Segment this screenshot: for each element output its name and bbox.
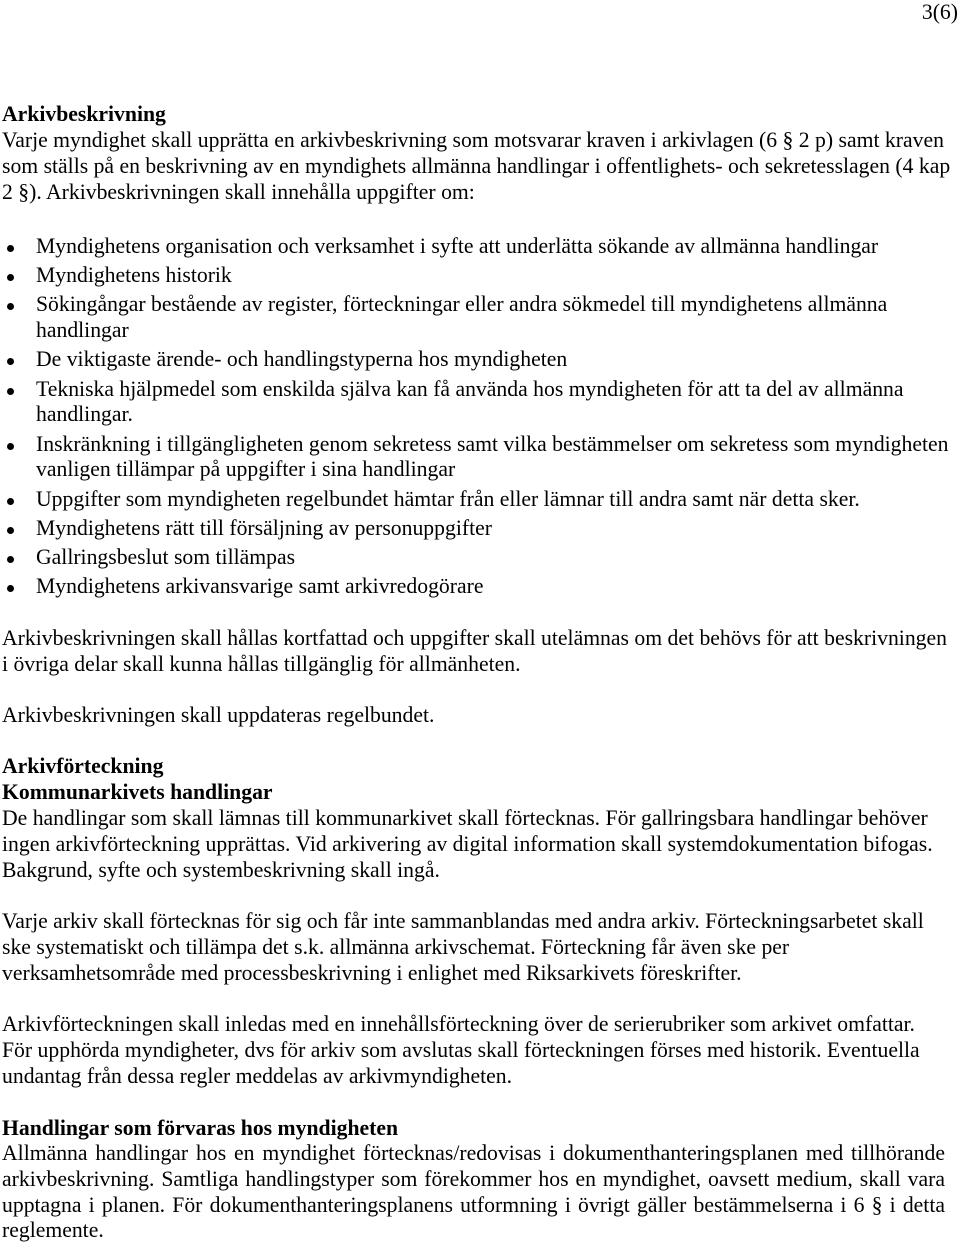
list-item xyxy=(0,377,958,429)
paragraph-line: reglemente. xyxy=(2,1218,104,1243)
list-item-line: Myndighetens historik xyxy=(36,263,232,288)
intro-paragraph xyxy=(2,128,958,205)
list-item-line: De viktigaste ärende- och handlingstyperna hos myndigheten xyxy=(36,347,568,372)
paragraph-line: Arkivförteckningen skall inledas med en innehållsförteckning över de serierubriker som arkivet omfattar. xyxy=(2,1012,915,1036)
paragraph-line: För upphörda myndigheter, dvs för arkiv som avslutas skall förteckningen förses med historik. Eventuella xyxy=(2,1037,920,1062)
body-paragraph xyxy=(2,1141,958,1244)
list-item xyxy=(0,432,958,484)
body-paragraph xyxy=(2,806,958,883)
list-item xyxy=(0,263,958,289)
body-paragraph xyxy=(2,703,958,729)
list-item-line: Gallringsbeslut som tillämpas xyxy=(36,544,296,569)
section-heading: Arkivförteckning xyxy=(2,754,164,778)
paragraph-line: arkivbeskrivning. Samtliga handlingstyper som förekommer hos en myndighet, oavsett medium, skall vara xyxy=(2,1166,945,1191)
bullet-icon xyxy=(7,358,14,365)
paragraph-line: undantag från dessa regler meddelas av arkivmyndigheten. xyxy=(2,1063,513,1088)
list-item-line: handlingar xyxy=(36,318,129,343)
list-item xyxy=(0,545,958,571)
paragraph-line: Arkivbeskrivningen skall uppdateras regelbundet. xyxy=(2,703,435,727)
list-item xyxy=(0,292,958,344)
paragraph-line: verksamhetsområde med processbeskrivning i enlighet med Riksarkivets föreskrifter. xyxy=(2,960,742,985)
paragraph-line: ingen arkivförteckning upprättas. Vid arkivering av digital information skall systemdokumentation bifogas. xyxy=(2,831,933,856)
paragraph-line: Allmänna handlingar hos en myndighet förtecknas/redovisas i dokumenthanteringsplanen med tillhörande xyxy=(2,1141,945,1165)
bullet-icon xyxy=(7,303,14,310)
list-item-line: Sökingångar bestående av register, förteckningar eller andra sökmedel till myndighetens allmänna xyxy=(36,292,888,317)
paragraph-line: i övriga delar skall kunna hållas tillgänglig för allmänheten. xyxy=(2,651,521,676)
list-item-line: Myndighetens rätt till försäljning av personuppgifter xyxy=(36,515,492,540)
list-item xyxy=(0,487,958,513)
paragraph-line: Varje arkiv skall förtecknas för sig och får inte sammanblandas med andra arkiv. Förteckningsarbetet skall xyxy=(2,909,924,933)
section-subheading: Kommunarkivets handlingar xyxy=(2,780,273,804)
list-item xyxy=(0,516,958,542)
list-item xyxy=(0,574,958,600)
list-item-line: Inskränkning i tillgängligheten genom sekretess samt vilka bestämmelser om sekretess som myndigheten xyxy=(36,431,949,456)
list-item-line: vanligen tillämpar på uppgifter i sina handlingar xyxy=(36,457,456,482)
section-heading: Handlingar som förvaras hos myndigheten xyxy=(2,1116,399,1140)
body-paragraph xyxy=(2,1012,958,1089)
paragraph-line: Varje myndighet skall upprätta en arkivbeskrivning som motsvarar kraven i arkivlagen (6 § 2 p) samt kraven xyxy=(2,128,944,152)
list-item-line: handlingar. xyxy=(36,402,133,427)
bullet-icon xyxy=(7,245,14,252)
requirements-list xyxy=(0,234,958,600)
bullet-icon xyxy=(7,498,14,505)
body-paragraph xyxy=(2,909,958,986)
bullet-icon xyxy=(7,585,14,592)
paragraph-line: Arkivbeskrivningen skall hållas kortfattad och uppgifter skall utelämnas om det behövs för att beskrivningen xyxy=(2,626,947,650)
list-item-line: Uppgifter som myndigheten regelbundet hämtar från eller lämnar till andra samt när detta sker. xyxy=(36,486,860,511)
list-item-line: Tekniska hjälpmedel som enskilda själva kan få använda hos myndigheten för att ta del av allmänna xyxy=(36,376,904,401)
section-heading: Arkivbeskrivning xyxy=(2,102,166,126)
bullet-icon xyxy=(7,443,14,450)
list-item xyxy=(0,234,958,260)
bullet-icon xyxy=(7,274,14,281)
bullet-icon xyxy=(7,527,14,534)
list-item xyxy=(0,347,958,373)
body-paragraph xyxy=(2,626,958,678)
paragraph-line: Bakgrund, syfte och systembeskrivning skall ingå. xyxy=(2,857,440,882)
list-item-line: Myndighetens organisation och verksamhet i syfte att underlätta sökande av allmänna handlingar xyxy=(36,234,879,258)
list-item-line: Myndighetens arkivansvarige samt arkivredogörare xyxy=(36,574,484,599)
bullet-icon xyxy=(7,556,14,563)
paragraph-line: upptagna i planen. För dokumenthanteringsplanens utformning i övrigt gäller bestämmelserna i 6 § i detta xyxy=(2,1192,945,1217)
bullet-icon xyxy=(7,388,14,395)
paragraph-line: som ställs på en beskrivning av en myndighets allmänna handlingar i offentlighets- och sekretesslagen (4 kap xyxy=(2,153,951,178)
paragraph-line: 2 §). Arkivbeskrivningen skall innehålla uppgifter om: xyxy=(2,179,475,204)
page-number: 3(6) xyxy=(921,0,958,24)
paragraph-line: ske systematiskt och tillämpa det s.k. allmänna arkivschemat. Förteckning får även ske per xyxy=(2,934,790,959)
paragraph-line: De handlingar som skall lämnas till kommunarkivet skall förtecknas. För gallringsbara handlingar behöver xyxy=(2,806,928,830)
